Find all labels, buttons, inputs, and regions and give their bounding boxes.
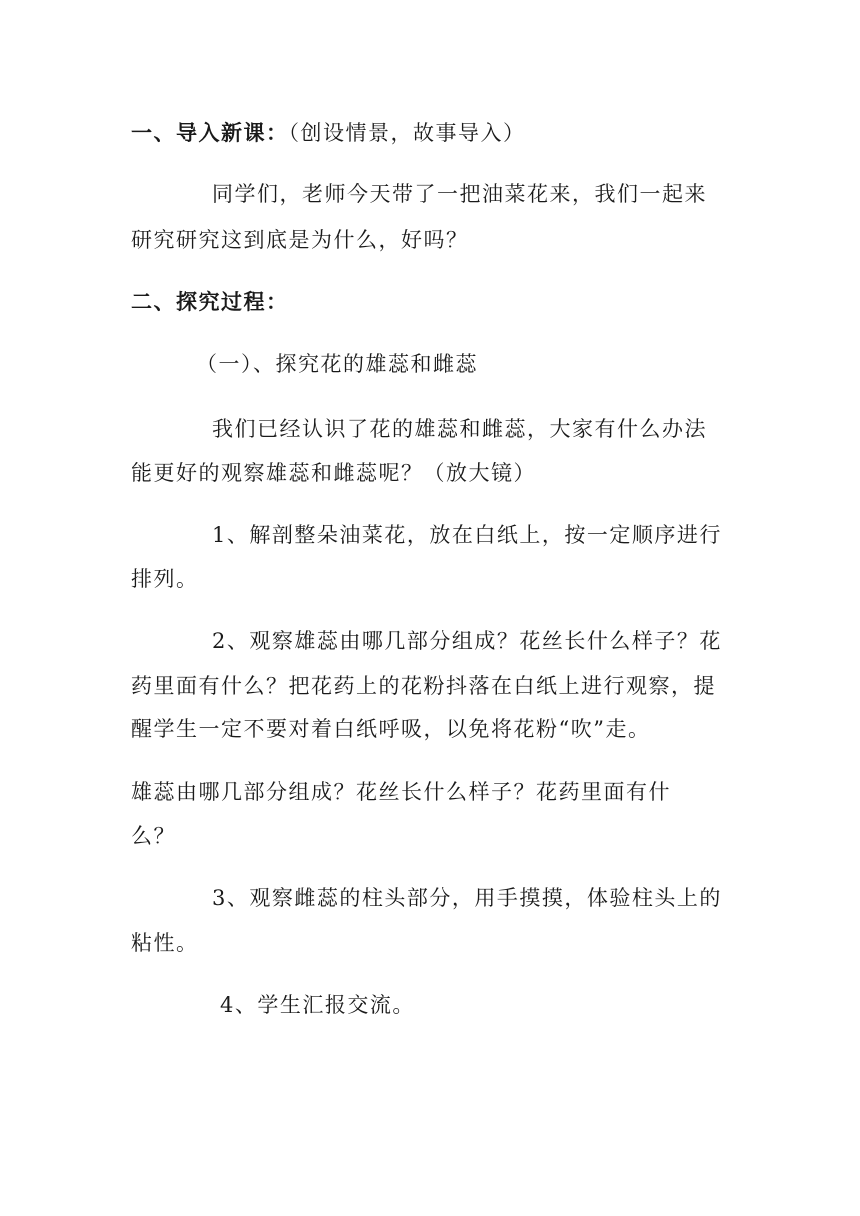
step3-line-1: 3、观察雌蕊的柱头部分，用手摸摸，体验柱头上的	[212, 886, 722, 910]
question-line-2: 么？	[131, 824, 176, 848]
step3-line-2: 粘性。	[131, 931, 199, 955]
section1-heading-note: （创设情景，故事导入）	[288, 121, 526, 145]
section2-subheading: （一）、探究花的雄蕊和雌蕊	[196, 352, 478, 376]
step2-line-1: 2、观察雄蕊由哪几部分组成？花丝长什么样子？花	[212, 629, 722, 653]
step2-line-3: 醒学生一定不要对着白纸呼吸，以免将花粉“吹”走。	[131, 717, 651, 741]
section1-heading	[131, 122, 526, 144]
section1-heading-text: 一、导入新课：	[131, 120, 289, 145]
step4-line: 4、学生汇报交流。	[220, 993, 415, 1017]
section1-paragraph-line-1: 同学们，老师今天带了一把油菜花来，我们一起来	[212, 182, 707, 206]
question-line-1: 雄蕊由哪几部分组成？花丝长什么样子？花药里面有什	[131, 780, 671, 804]
section1-paragraph-line-2: 研究研究这到底是为什么，好吗？	[131, 228, 469, 252]
intro-line-2: 能更好的观察雄蕊和雌蕊呢？（放大镜）	[131, 461, 536, 485]
intro-line-1: 我们已经认识了花的雄蕊和雌蕊，大家有什么办法	[212, 417, 707, 441]
step1-line-1: 1、解剖整朵油菜花，放在白纸上，按一定顺序进行	[212, 523, 722, 547]
step1-line-2: 排列。	[131, 567, 199, 591]
step2-line-2: 药里面有什么？把花药上的花粉抖落在白纸上进行观察，提	[131, 674, 716, 698]
section2-heading: 二、探究过程：	[131, 289, 289, 314]
